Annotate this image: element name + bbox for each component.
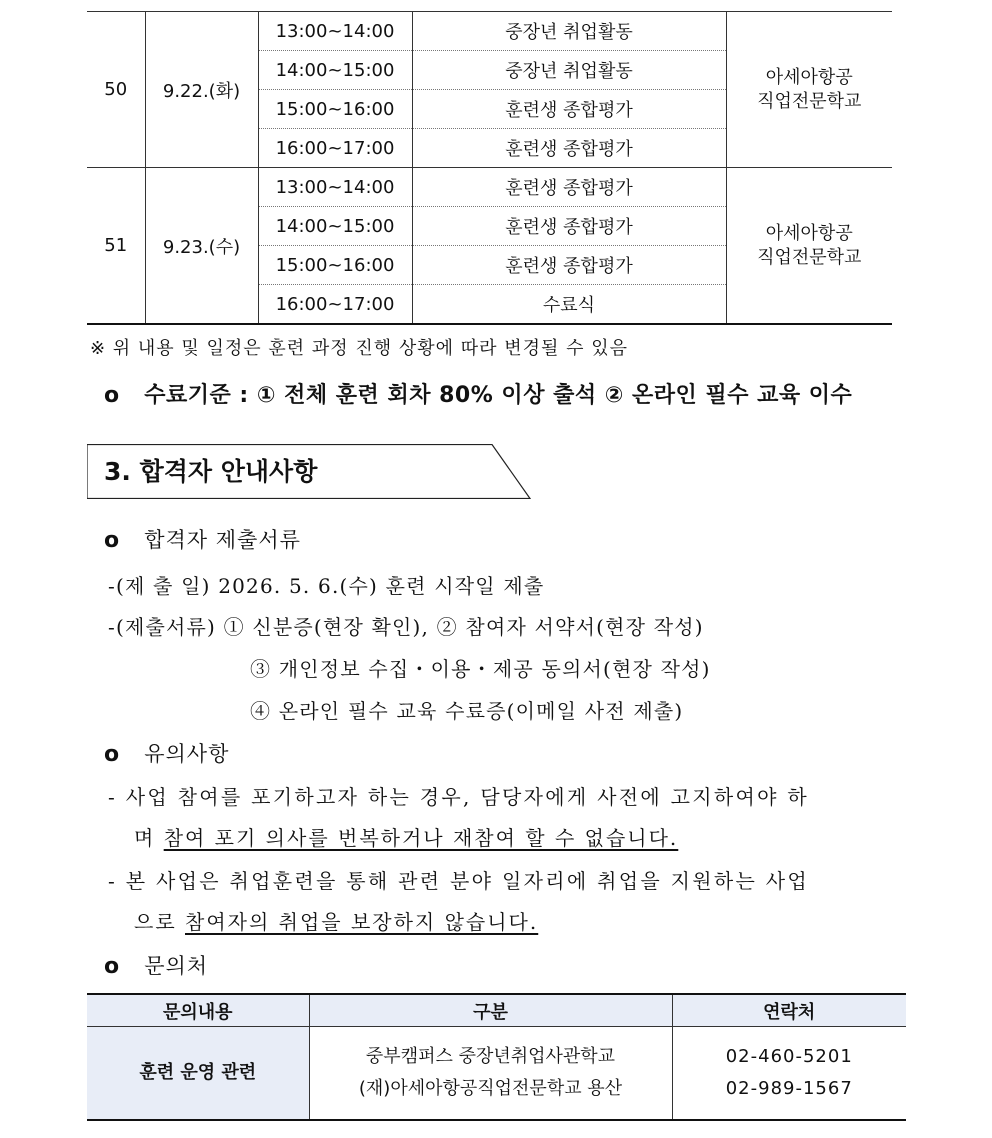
contact-heading: 문의처 — [144, 954, 209, 978]
bullet-mark: o — [104, 954, 120, 979]
bullet-mark: o — [104, 742, 120, 767]
place-line: 직업전문학교 — [757, 90, 862, 112]
schedule-note: ※ 위 내용 및 일정은 훈련 과정 진행 상황에 따라 변경될 수 있음 — [90, 338, 629, 359]
bullet-mark: o — [104, 528, 120, 553]
session-number: 51 — [87, 168, 145, 324]
bullet-mark: o — [104, 383, 120, 408]
activity: 중장년 취업활동 — [412, 12, 726, 51]
place-line: 아세아항공 — [765, 66, 853, 88]
docs-heading: 합격자 제출서류 — [144, 528, 301, 552]
contact-table — [87, 993, 906, 1121]
caution-heading-line — [104, 738, 229, 768]
completion-text: 수료기준 : ① 전체 훈련 회차 80% 이상 출석 ② 온라인 필수 교육 이수 — [144, 383, 853, 408]
docs-list-1: -(제출서류) ① 신분증(현장 확인), ② 참여자 서약서(현장 작성) — [108, 615, 704, 639]
contact-header-row — [87, 994, 906, 1027]
contact-row — [87, 1027, 906, 1121]
contact-orgs — [309, 1027, 672, 1121]
activity: 훈련생 종합평가 — [412, 90, 726, 129]
docs-date: -(제 출 일) 2026. 5. 6.(수) 훈련 시작일 제출 — [108, 574, 545, 598]
caution-2-underlined: 참여자의 취업을 보장하지 않습니다. — [185, 910, 539, 934]
time-slot: 16:00~17:00 — [258, 129, 412, 168]
session-date: 9.22.(화) — [145, 12, 258, 168]
activity: 중장년 취업활동 — [412, 51, 726, 90]
caution-heading: 유의사항 — [144, 742, 230, 766]
caution-2-line-2 — [134, 906, 538, 935]
time-slot: 14:00~15:00 — [258, 51, 412, 90]
time-slot: 15:00~16:00 — [258, 246, 412, 285]
contact-heading-line — [104, 950, 208, 980]
activity: 수료식 — [412, 285, 726, 324]
contact-header-phone: 연락처 — [672, 994, 906, 1027]
caution-2-line-1: - 본 사업은 취업훈련을 통해 관련 분야 일자리에 취업을 지원하는 사업 — [108, 869, 809, 893]
schedule-row — [87, 12, 892, 51]
place-line: 직업전문학교 — [757, 246, 862, 268]
activity: 훈련생 종합평가 — [412, 168, 726, 207]
section-title: 3. 합격자 안내사항 — [104, 457, 318, 486]
caution-1-prefix: 며 — [134, 826, 164, 850]
activity: 훈련생 종합평가 — [412, 207, 726, 246]
contact-phone: 02-460-5201 — [725, 1046, 853, 1067]
schedule-table — [87, 11, 892, 323]
caution-1-underlined: 참여 포기 의사를 번복하거나 재참여 할 수 없습니다. — [163, 826, 679, 850]
time-slot: 13:00~14:00 — [258, 12, 412, 51]
caution-1-line-1: - 사업 참여를 포기하고자 하는 경우, 담당자에게 사전에 고지하여야 하 — [108, 785, 809, 809]
contact-phone: 02-989-1567 — [725, 1078, 853, 1099]
caution-2-prefix: 으로 — [134, 910, 185, 934]
docs-heading-line — [104, 524, 301, 554]
schedule-row — [87, 168, 892, 207]
contact-phones — [672, 1027, 906, 1121]
session-place — [726, 12, 892, 168]
time-slot: 13:00~14:00 — [258, 168, 412, 207]
time-slot: 14:00~15:00 — [258, 207, 412, 246]
activity: 훈련생 종합평가 — [412, 246, 726, 285]
contact-org: 중부캠퍼스 중장년취업사관학교 — [365, 1046, 616, 1067]
completion-criteria — [104, 378, 852, 409]
contact-org: (재)아세아항공직업전문학교 용산 — [358, 1078, 623, 1099]
contact-header-topic: 문의내용 — [87, 994, 309, 1027]
activity: 훈련생 종합평가 — [412, 129, 726, 168]
session-place — [726, 168, 892, 324]
caution-1-line-2 — [134, 822, 678, 851]
time-slot: 15:00~16:00 — [258, 90, 412, 129]
session-number: 50 — [87, 12, 145, 168]
docs-list-3: ④ 온라인 필수 교육 수료증(이메일 사전 제출) — [250, 699, 684, 723]
time-slot: 16:00~17:00 — [258, 285, 412, 324]
docs-list-2: ③ 개인정보 수집・이용・제공 동의서(현장 작성) — [250, 657, 711, 681]
contact-topic: 훈련 운영 관련 — [87, 1027, 309, 1121]
contact-header-org: 구분 — [309, 994, 672, 1027]
session-date: 9.23.(수) — [145, 168, 258, 324]
place-line: 아세아항공 — [765, 222, 853, 244]
